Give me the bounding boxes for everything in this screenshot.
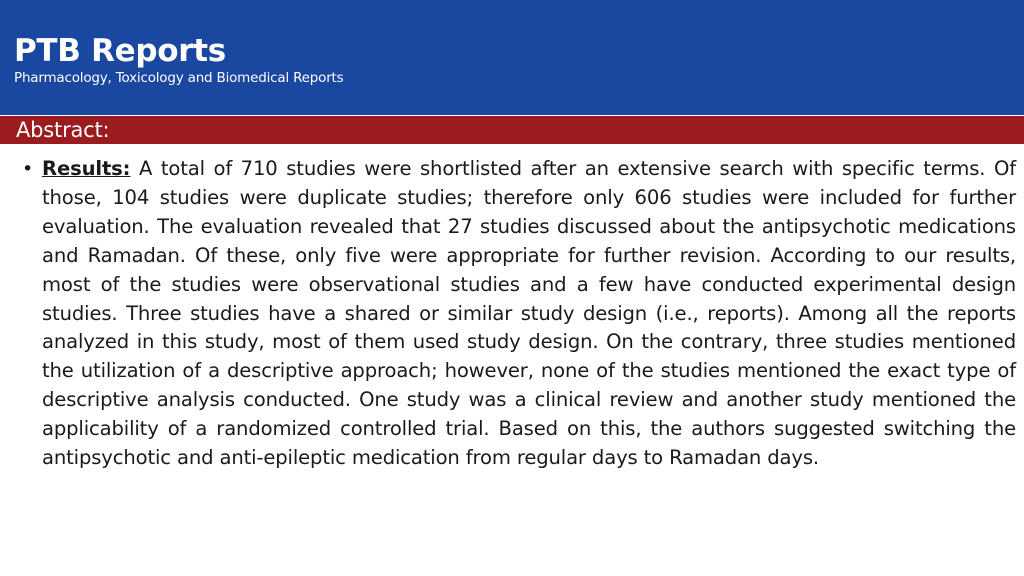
bullet-icon: • [22, 158, 34, 180]
journal-title: PTB Reports [14, 33, 226, 69]
header-banner [0, 0, 1024, 115]
journal-subtitle: Pharmacology, Toxicology and Biomedical Reports [14, 70, 344, 86]
section-title: Abstract: [16, 118, 110, 142]
section-bar [0, 116, 1024, 144]
results-text: A total of 710 studies were shortlisted after an extensive search with specific terms. Of those, 104 studies were duplicate studies; therefore only 606 studies were included for further evaluation. The evaluation revealed that 27 studies discussed about the antipsychotic medications and Ramadan. Of these, only five were appropriate for further revision. According to our results, most of the studies were observational studies and a few have conducted experimental design studies. Three studies have a shared or similar study design (i.e., reports). Among all the reports analyzed in this study, most of them used study design. On the contrary, three studies mentioned the utilization of a descriptive approach; however, none of the studies mentioned the exact type of descriptive analysis conducted. One study was a clinical review and another study mentioned the applicability of a randomized controlled trial. Based on this, the authors suggested switching the antipsychotic and anti-epileptic medication from regular days to Ramadan days. [42, 157, 1016, 470]
results-label: Results: [42, 157, 131, 180]
results-paragraph [22, 155, 1016, 473]
abstract-content [22, 155, 1016, 473]
